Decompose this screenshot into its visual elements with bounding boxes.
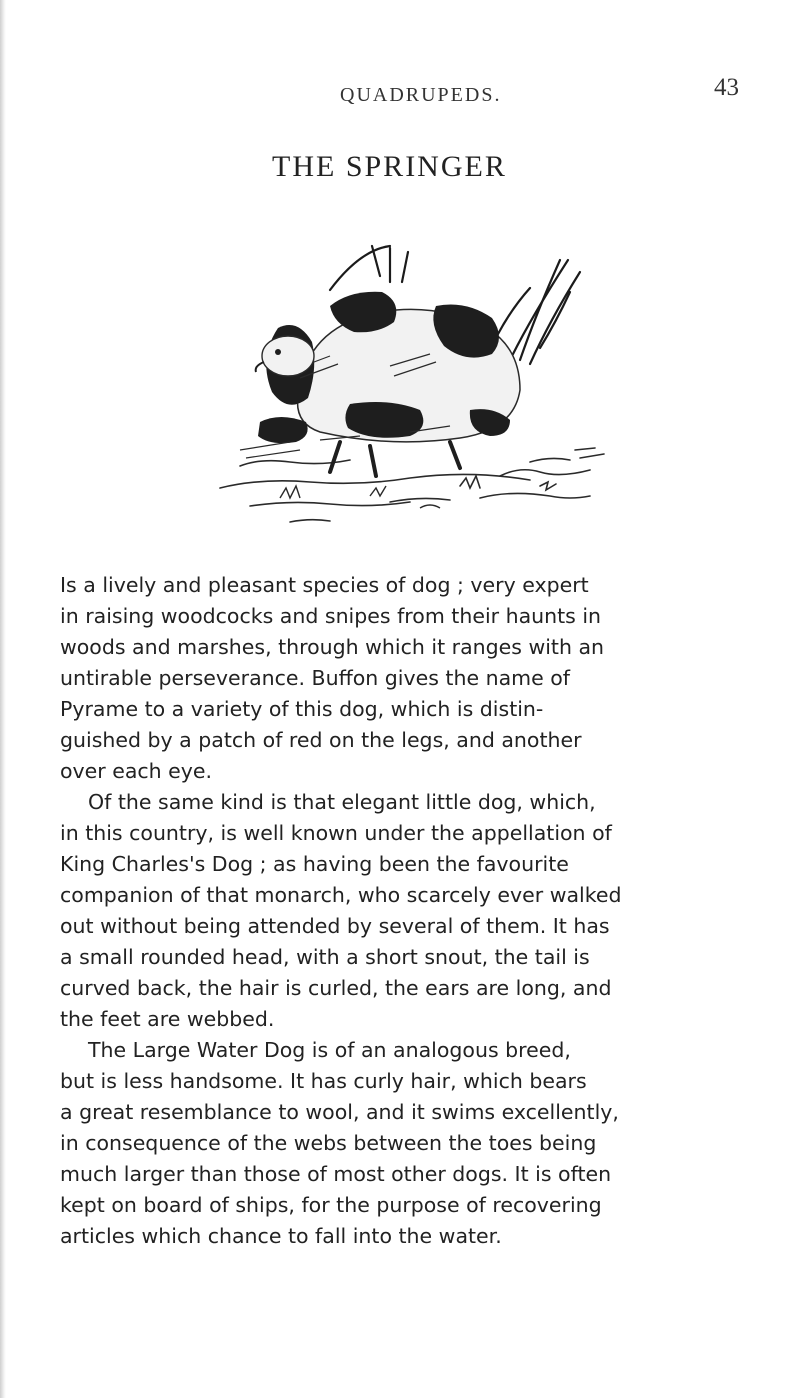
text-line: King Charles's Dog ; as having been the favourite [60,852,569,876]
text-line: kept on board of ships, for the purpose of recovering [60,1193,602,1217]
text-line: woods and marshes, through which it ranges with an [60,635,605,659]
text-line: Pyrame to a variety of this dog, which is distin- [60,697,544,721]
text-line: much larger than those of most other dogs. It is often [60,1162,612,1186]
text-line: Is a lively and pleasant species of dog ; very expert [60,573,589,597]
running-head: QUADRUPEDS. [340,84,502,106]
text-line: The Large Water Dog is of an analogous breed, [88,1038,571,1062]
text-line: a great resemblance to wool, and it swims excellently, [60,1100,619,1124]
text-line: untirable perseverance. Buffon gives the name of [60,666,570,690]
text-line: curved back, the hair is curled, the ears are long, and [60,976,612,1000]
text-line: companion of that monarch, who scarcely ever walked [60,883,622,907]
paragraph [60,1035,780,1252]
text-line: a small rounded head, with a short snout, the tail is [60,945,590,969]
woodcut-spaniel-in-grass [180,236,640,528]
section-title: THE SPRINGER [272,150,507,183]
body-text [60,570,780,1252]
text-line: guished by a patch of red on the legs, and another [60,728,582,752]
text-line: but is less handsome. It has curly hair, which bears [60,1069,587,1093]
text-line: the feet are webbed. [60,1007,275,1031]
text-line: out without being attended by several of them. It has [60,914,610,938]
text-line: in this country, is well known under the appellation of [60,821,612,845]
page-gutter-shadow [0,0,6,1398]
text-line: Of the same kind is that elegant little dog, which, [88,790,596,814]
paragraph [60,787,780,1035]
text-line: in raising woodcocks and snipes from their haunts in [60,604,602,628]
page-number: 43 [714,74,739,101]
paragraph [60,570,780,787]
text-line: over each eye. [60,759,213,783]
text-line: articles which chance to fall into the water. [60,1224,502,1248]
text-line: in consequence of the webs between the toes being [60,1131,597,1155]
